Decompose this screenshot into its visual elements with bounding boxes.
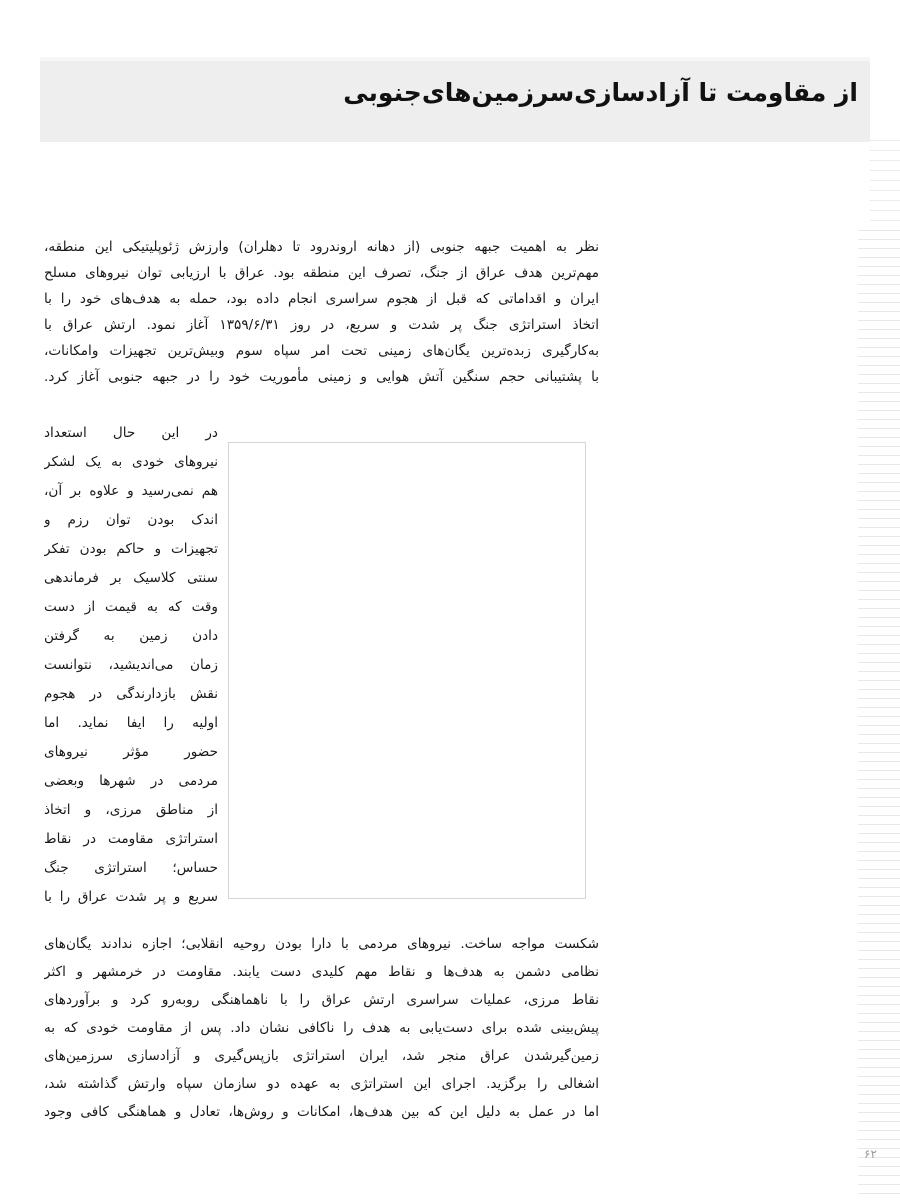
intro-line: ایران و اقداماتی که قبل از هجوم سراسری انجام داده بود، حمله به هدف‌های خود را با: [44, 291, 599, 307]
image-placeholder: [228, 442, 586, 899]
closing-line: نقاط مرزی، عملیات سراسری ارتش عراق را با ناهماهنگی روبه‌رو کرد و برآوردهای: [44, 992, 599, 1008]
intro-line: اتخاذ استراتژی جنگ پر شدت و سریع، در روز ۱۳۵۹/۶/۳۱ آغاز نمود. ارتش عراق با: [44, 317, 599, 333]
page-title: از مقاومت تا آزادسازی‌سرزمین‌های‌جنوبی: [343, 78, 858, 107]
closing-line: شکست مواجه ساخت. نیروهای مردمی با دارا بودن روحیه انقلابی؛ اجازه ندادند یگان‌های: [44, 936, 599, 952]
page-number: ۶۲: [864, 1147, 877, 1161]
column-line: حساس؛ استراتژی جنگ: [44, 860, 218, 876]
column-line: اندک بودن توان رزم و: [44, 512, 218, 528]
header-band-highlight: [40, 57, 870, 61]
column-line: استراتژی مقاومت در نقاط: [44, 831, 218, 847]
closing-line: پیش‌بینی شده برای دست‌یابی به هدف را ناکافی نشان داد. پس از مقاومت خودی که به: [44, 1020, 599, 1036]
column-line: نقش بازدارندگی در هجوم: [44, 686, 218, 702]
closing-line: نظامی دشمن به هدف‌ها و نقاط مهم کلیدی دست یابند. مقاومت در خرمشهر و اکثر: [44, 964, 599, 980]
column-line: از مناطق مرزی، و اتخاذ: [44, 802, 218, 818]
column-line: تجهیزات و حاکم بودن تفکر: [44, 541, 218, 557]
closing-line: زمین‌گیرشدن عراق منجر شد، ایران استراتژی بازپس‌گیری و آزادسازی سرزمین‌های: [44, 1048, 599, 1064]
column-line: سریع و پر شدت عراق را با: [44, 889, 218, 905]
decorative-stripes-top: [870, 140, 900, 230]
column-line: هم نمی‌رسید و علاوه بر آن،: [44, 483, 218, 499]
intro-line: نظر به اهمیت جبهه جنوبی (از دهانه اروندرود تا دهلران) وارزش ژئوپلیتیکی این منطقه،: [44, 239, 599, 255]
column-line: وقت که به قیمت از دست: [44, 599, 218, 615]
column-line: در این حال استعداد: [44, 425, 218, 441]
column-line: دادن زمین به گرفتن: [44, 628, 218, 644]
column-line: نیروهای خودی به یک لشکر: [44, 454, 218, 470]
column-line: حضور مؤثر نیروهای: [44, 744, 218, 760]
closing-line: اشغالی را برگزید. اجرای این استراتژی به عهده دو سازمان سپاه وارتش گذاشته شد،: [44, 1076, 599, 1092]
intro-line: با پشتیبانی حجم سنگین آتش هوایی و زمینی مأموریت خود را در جبهه جنوبی آغاز کرد.: [44, 369, 599, 385]
column-line: مردمی در شهرها وبعضی: [44, 773, 218, 789]
closing-line: اما در عمل به دلیل این که بین هدف‌ها، امکانات و روش‌ها، تعادل و هماهنگی کافی وجود: [44, 1104, 599, 1120]
column-line: زمان می‌اندیشید، نتوانست: [44, 657, 218, 673]
column-line: اولیه را ایفا نماید. اما: [44, 715, 218, 731]
intro-line: مهم‌ترین هدف عراق از جنگ، تصرف این منطقه بود. عراق با ارزیابی توان نیروهای مسلح: [44, 265, 599, 281]
column-line: سنتی کلاسیک بر فرماندهی: [44, 570, 218, 586]
decorative-stripes: [858, 230, 900, 1200]
intro-line: به‌کارگیری زبده‌ترین یگان‌های زمینی تحت امر سپاه سوم وبیش‌ترین تجهیزات وامکانات،: [44, 343, 599, 359]
